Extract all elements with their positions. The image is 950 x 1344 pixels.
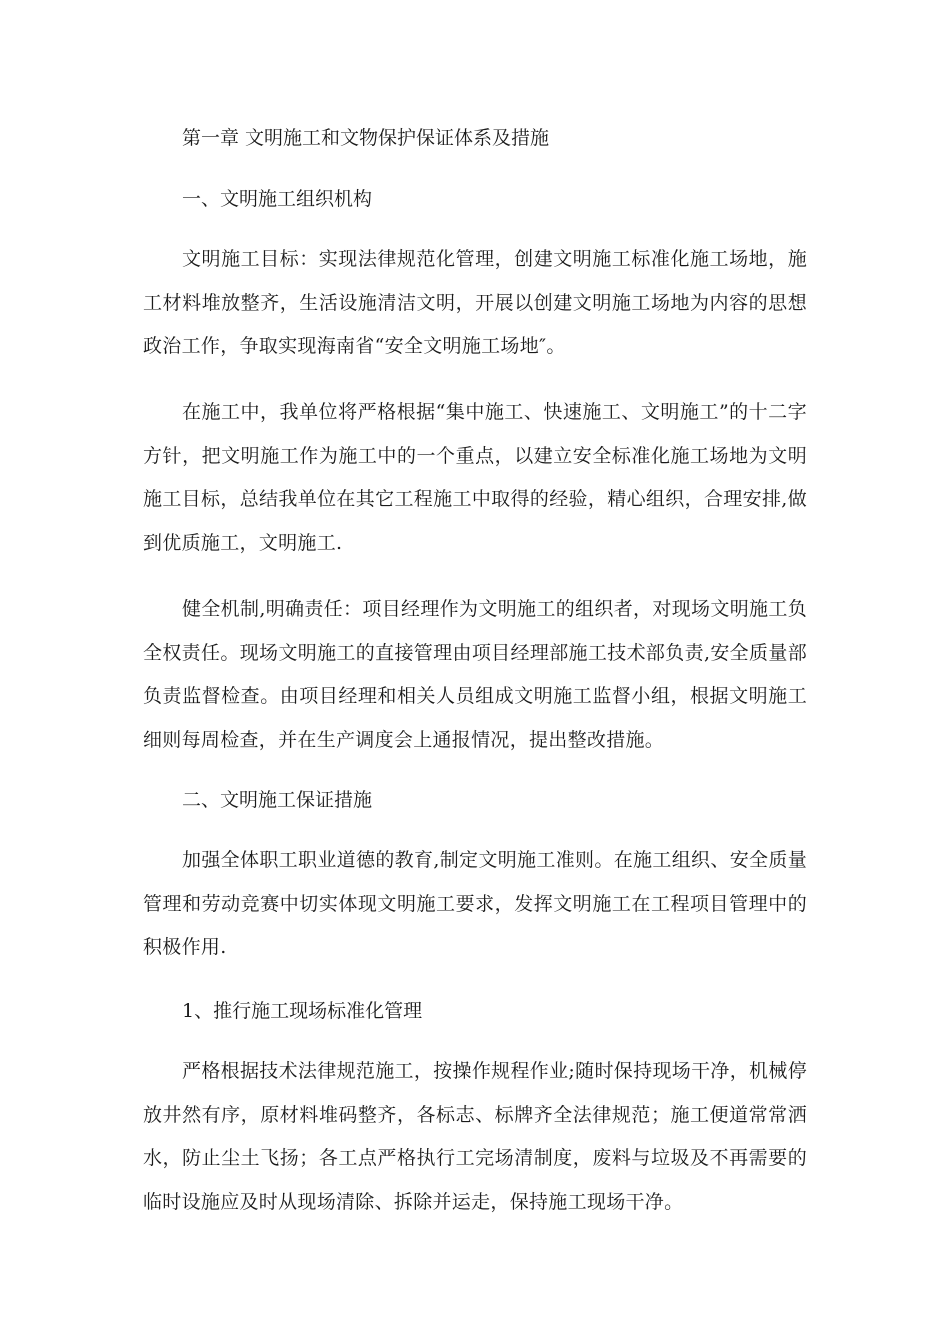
chapter-title: 第一章 文明施工和文物保护保证体系及措施 (182, 127, 550, 149)
paragraph-responsibility: 健全机制,明确责任：项目经理作为文明施工的组织者，对现场文明施工负全权责任。现场文明施工的直接管理由项目经理部施工技术部负责,安全质量部负责监督检查。由项目经理和相关人员组成文明施工监督小组，根据文明施工细则每周检查，并在生产调度会上通报情况，提出整改措施。 (143, 598, 807, 751)
section-heading-organization: 一、文明施工组织机构 (182, 188, 373, 210)
paragraph-education: 加强全体职工职业道德的教育,制定文明施工准则。在施工组织、安全质量管理和劳动竞赛中切实体现文明施工要求，发挥文明施工在工程项目管理中的积极作用. (143, 849, 807, 958)
paragraph-goal: 文明施工目标：实现法律规范化管理，创建文明施工标准化施工场地，施工材料堆放整齐，生活设施清洁文明，开展以创建文明施工场地为内容的思想政治工作，争取实现海南省“安全文明施工场地″。 (143, 248, 807, 357)
paragraph-site-management: 严格根据技术法律规范施工，按操作规程作业;随时保持现场干净，机械停放井然有序，原材料堆码整齐，各标志、标牌齐全法律规范；施工便道常常洒水，防止尘土飞扬；各工点严格执行工完场清制度，废料与垃圾及不再需要的临时设施应及时从现场清除、拆除并运走，保持施工现场干净。 (143, 1060, 807, 1213)
subsection-heading-standardization: 1、推行施工现场标准化管理 (182, 1000, 423, 1022)
section-heading-measures: 二、文明施工保证措施 (182, 789, 373, 811)
paragraph-policy: 在施工中，我单位将严格根据“集中施工、快速施工、文明施工”的十二字方针，把文明施工作为施工中的一个重点，以建立安全标准化施工场地为文明施工目标，总结我单位在其它工程施工中取得的经验，精心组织，合理安排,做到优质施工，文明施工. (143, 401, 807, 554)
